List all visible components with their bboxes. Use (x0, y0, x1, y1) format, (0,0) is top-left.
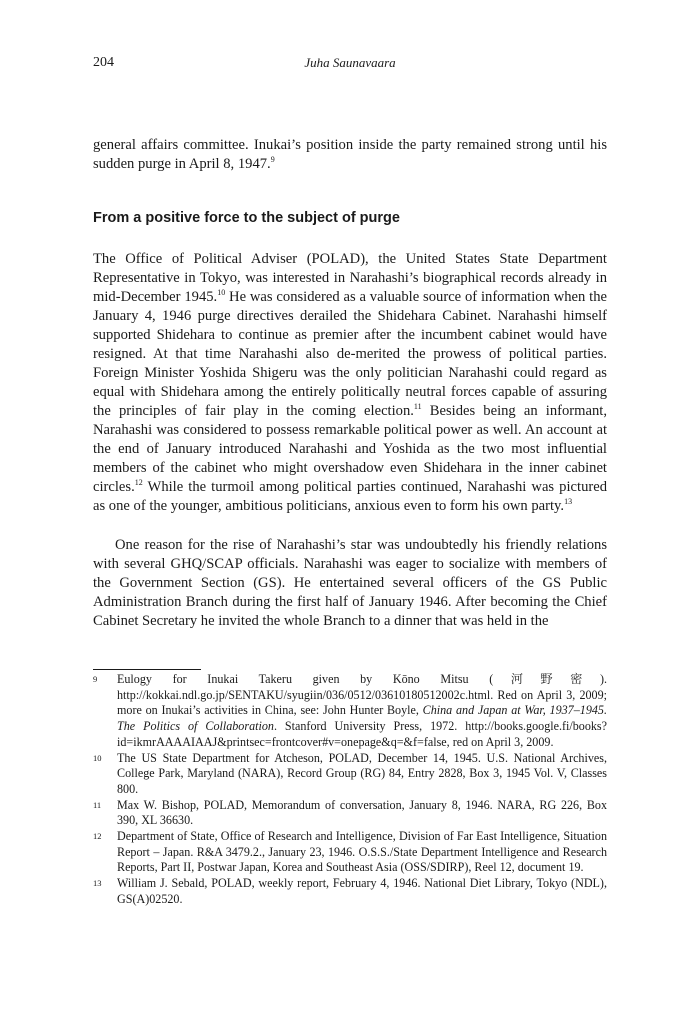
footnote-text: William J. Sebald, POLAD, weekly report, February 4, 1946. National Diet Library, Tokyo (NDL), GS(A)02520. (117, 876, 607, 906)
footnote-ref-11[interactable]: 11 (413, 402, 422, 412)
footnote-ref-9[interactable]: 9 (270, 155, 275, 165)
footnote-number: 13 (93, 878, 102, 889)
footnote-number: 9 (93, 674, 98, 684)
footnote-item (93, 829, 607, 876)
footnote-book-title: China and Japan at War, 1937–1945. The Politics of Collaboration (117, 703, 607, 734)
footnote-number: 12 (93, 831, 102, 842)
paragraph-text: One reason for the rise of Narahashi’s star was undoubtedly his friendly relations with several GHQ/SCAP officials. Narahashi was eager to socialize with members of the Government Section (GS). He entertained several officers of the GS Public Administration Branch during the first half of January 1946. After becoming the Chief Cabinet Secretary he invited the whole Branch to a dinner that was held in the (93, 537, 607, 629)
footnote-divider (93, 669, 201, 670)
footnote-number: 11 (93, 799, 102, 810)
running-author: Juha Saunavaara (304, 55, 396, 70)
footnote-item (93, 798, 607, 829)
footnote-text: The US State Department for Atcheson, POLAD, December 14, 1945. U.S. National Archives, College Park, Maryland (NARA), Record Group (RG) 84, Entry 2828, Box 3, 1945 Vol. V, Classes 800. (117, 750, 607, 796)
footnote-ref-13[interactable]: 13 (564, 497, 573, 507)
footnote-number: 10 (93, 752, 102, 763)
body-paragraph-2 (93, 250, 607, 516)
footnote-text-part: Eulogy for Inukai Takeru given by Kōno Mitsu (河野密). http://kokkai.ndl.go.jp/SENTAKU/syugiin/036/0512/03610180512002c.html. Red on April 3, 2009; more on Inukai’s activities in China, see: John Hunter Boyle, (117, 672, 607, 718)
footnote-text (117, 672, 607, 751)
paragraph-text: general affairs committee. Inukai’s position inside the party remained strong until his sudden purge in April 8, 1947. (93, 137, 607, 172)
footnote-text: Max W. Bishop, POLAD, Memorandum of conversation, January 8, 1946. NARA, RG 226, Box 390, XL 36630. (117, 797, 607, 828)
paragraph-text-seg2: He was considered as a valuable source of information when the January 4, 1946 purge directives derailed the Shidehara Cabinet. Narahashi himself supported Shidehara to continue as premier after the incumbent cabinet would have resigned. At that time Narahashi also de-merited the prowess of political parties. Foreign Minister Yoshida Shigeru was the only politician Narahashi could regard as equal with Shidehara among the entirely politically neutral forces capable of assuring the principles of fair play in the coming election. (93, 289, 607, 419)
running-head (93, 55, 607, 75)
body-paragraph-3 (93, 536, 607, 631)
footnote-text: Department of State, Office of Research and Intelligence, Division of Far East Intelligence, Situation Report – Japan. R&A 3479.2., January 23, 1946. O.S.S./State Department Intelligence and Research Reports, Part II, Postwar Japan, Korea and Southeast Asia (OSS/SDIRP), Reel 12, document 19. (117, 829, 607, 875)
paragraph-text-seg1: The Office of Political Adviser (POLAD), the United States State Department Representative in Tokyo, was interested in Narahashi’s biographical records already in mid-December 1945. (93, 251, 607, 305)
paragraph-text-seg3: Besides being an informant, Narahashi was considered to possess remarkable political power as well. An account at the end of January introduced Narahashi and Yoshida as the two most influential members of the cabinet who might overshadow even Shidehara in the inner cabinet circles. (93, 403, 607, 495)
footnote-ref-10[interactable]: 10 (217, 288, 226, 298)
footnote-item (93, 876, 607, 907)
body-paragraph-1 (93, 136, 607, 174)
page-number: 204 (93, 55, 114, 70)
footnotes (93, 672, 607, 908)
footnote-text-part: . Stanford University Press, 1972. http://books.google.fi/books?id=ikmrAAAAIAAJ&printsec=frontcover#v=onepage&q=&f=false, red on April 3, 2009. (117, 719, 608, 749)
paragraph-text-seg4: While the turmoil among political parties continued, Narahashi was pictured as one of the younger, ambitious politicians, anxious even to form his own party. (93, 479, 607, 514)
footnote-item (93, 751, 607, 798)
footnote-ref-12[interactable]: 12 (134, 478, 143, 488)
footnote-item (93, 672, 607, 751)
section-heading: From a positive force to the subject of purge (93, 210, 400, 226)
